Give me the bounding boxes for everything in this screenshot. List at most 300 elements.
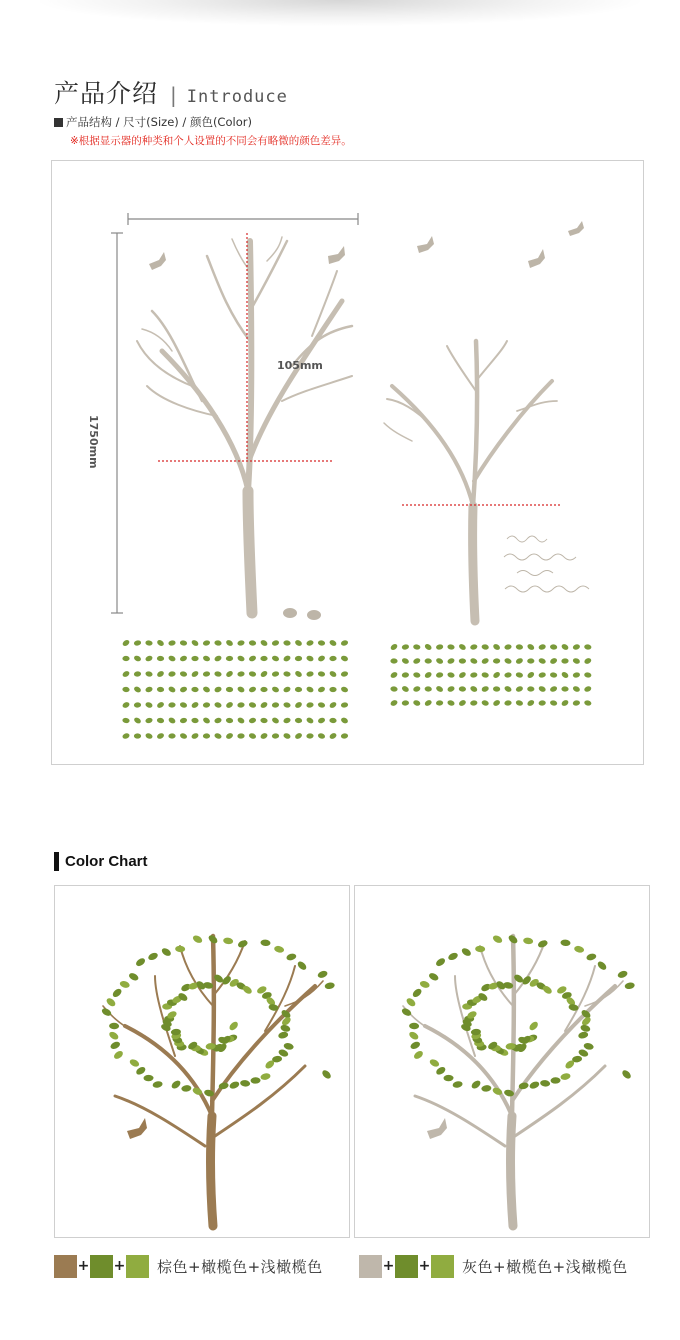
leaf-sticker bbox=[401, 657, 410, 665]
swatch-olive bbox=[90, 1255, 113, 1278]
leaf-sticker bbox=[340, 639, 348, 646]
leaf-sticker bbox=[271, 686, 280, 694]
leaf-sticker bbox=[248, 702, 256, 709]
leaf-sticker bbox=[413, 699, 422, 706]
tree-leaf bbox=[105, 997, 117, 1008]
leaf-sticker bbox=[424, 699, 433, 707]
tree-branch bbox=[511, 1116, 513, 1226]
tree-leaf bbox=[523, 937, 534, 945]
structure-line bbox=[54, 114, 252, 130]
leaf-sticker bbox=[329, 670, 338, 678]
leaf-sticker bbox=[329, 732, 338, 740]
leaf-sticker bbox=[436, 644, 444, 651]
leaf-sticker bbox=[424, 671, 433, 679]
tree-leaf bbox=[560, 939, 571, 946]
tree-leaf bbox=[160, 947, 172, 958]
leaf-sticker bbox=[561, 658, 568, 664]
leaf-sticker bbox=[527, 658, 534, 663]
leaf-sticker bbox=[470, 672, 478, 678]
tree-leaf bbox=[286, 953, 297, 962]
leaf-sticker-grid bbox=[122, 639, 593, 740]
swatch-brown bbox=[54, 1255, 77, 1278]
leaf-sticker bbox=[294, 670, 303, 678]
leaf-sticker bbox=[492, 699, 501, 707]
leaf-sticker bbox=[133, 655, 142, 663]
brown-tree-preview bbox=[54, 885, 350, 1238]
leaf-sticker bbox=[317, 655, 326, 663]
red-guide-lines bbox=[158, 233, 560, 505]
height-dimension-line bbox=[111, 233, 123, 613]
heading-bar-icon bbox=[54, 852, 59, 871]
structure-text: 产品结构 / 尺寸(Size) / 颜色(Color) bbox=[66, 115, 252, 129]
tree-leaf bbox=[409, 1023, 419, 1030]
leaf-sticker bbox=[202, 716, 211, 724]
leaf-sticker bbox=[283, 686, 292, 694]
leaf-sticker bbox=[318, 640, 326, 646]
leaf-sticker bbox=[306, 639, 314, 646]
tree-branch bbox=[512, 936, 514, 1116]
tree-leaf bbox=[586, 953, 597, 962]
tree-leaf bbox=[152, 1080, 163, 1088]
leaf-sticker bbox=[214, 732, 223, 739]
leaf-sticker bbox=[306, 717, 315, 725]
leaf-sticker bbox=[237, 702, 245, 708]
leaf-sticker bbox=[272, 702, 280, 708]
swatch-light-olive bbox=[126, 1255, 149, 1278]
tree-leaf bbox=[401, 1007, 413, 1017]
leaf-sticker bbox=[168, 733, 175, 738]
leaf-sticker bbox=[317, 717, 326, 724]
leaf-sticker bbox=[214, 701, 222, 708]
color-option-gray bbox=[359, 1254, 628, 1278]
leaf-sticker bbox=[329, 701, 338, 709]
tree-leaf bbox=[428, 972, 440, 982]
leaf-sticker bbox=[572, 657, 581, 664]
bird-icon bbox=[127, 1118, 147, 1139]
leaf-sticker bbox=[550, 644, 558, 650]
tree-leaf bbox=[181, 1085, 192, 1093]
leaf-sticker bbox=[237, 655, 246, 663]
leaf-sticker bbox=[340, 717, 349, 725]
leaf-sticker bbox=[145, 655, 154, 663]
tree-leaf bbox=[296, 960, 308, 972]
tree-leaf bbox=[135, 957, 147, 968]
leaf-sticker bbox=[237, 640, 245, 647]
leaf-sticker bbox=[294, 732, 303, 740]
leaf-sticker bbox=[191, 732, 200, 740]
tree-branch bbox=[212, 936, 214, 1116]
intro-separator: | bbox=[170, 83, 177, 107]
leaf-sticker bbox=[493, 686, 500, 692]
tree-leaf bbox=[109, 1040, 121, 1050]
color-notice: ※根据显示器的种类和个人设置的不同会有略微的颜色差异。 bbox=[70, 135, 352, 147]
tree-branch bbox=[415, 1096, 505, 1146]
leaf-sticker bbox=[390, 699, 399, 707]
leaf-sticker bbox=[504, 700, 512, 706]
leaf-sticker bbox=[549, 700, 557, 707]
leaf-sticker bbox=[504, 657, 513, 665]
leaf-sticker bbox=[260, 656, 267, 661]
leaf-sticker bbox=[583, 685, 592, 693]
tree-leaf bbox=[128, 972, 140, 982]
leaf-sticker bbox=[584, 644, 592, 650]
leaf-sticker bbox=[318, 671, 326, 677]
leaf-sticker bbox=[283, 702, 291, 709]
leaf-sticker bbox=[134, 733, 141, 738]
leaf-sticker bbox=[133, 640, 141, 647]
leaf-sticker bbox=[572, 685, 581, 693]
tree-leaf bbox=[324, 982, 335, 990]
leaf-sticker bbox=[260, 687, 267, 692]
leaf-sticker bbox=[583, 657, 592, 665]
leaf-sticker bbox=[191, 687, 199, 693]
leaf-sticker bbox=[237, 686, 246, 694]
leaf-sticker bbox=[168, 655, 177, 663]
leaf-sticker bbox=[122, 732, 131, 740]
leaf-sticker bbox=[515, 644, 523, 650]
leaf-sticker bbox=[271, 655, 280, 662]
leaf-sticker bbox=[458, 671, 467, 679]
leaf-sticker bbox=[340, 655, 349, 662]
leaf-sticker bbox=[283, 655, 292, 663]
leaf-sticker bbox=[538, 685, 547, 693]
leaf-sticker bbox=[168, 686, 177, 694]
tree-leaf bbox=[280, 1024, 291, 1033]
leaf-sticker bbox=[413, 644, 421, 650]
leaf-sticker bbox=[214, 640, 222, 646]
leaf-sticker bbox=[390, 671, 399, 679]
leaf-sticker bbox=[260, 701, 269, 709]
leaf-sticker bbox=[447, 699, 455, 706]
leaf-sticker bbox=[584, 700, 592, 707]
tree-leaf bbox=[452, 1080, 463, 1088]
leaf-sticker bbox=[168, 716, 177, 724]
tree-leaf bbox=[447, 951, 459, 961]
leaf-sticker bbox=[481, 672, 489, 679]
leaf-sticker bbox=[306, 655, 315, 662]
tree-leaf bbox=[411, 987, 423, 998]
leaf-sticker bbox=[122, 687, 130, 693]
tree-branch bbox=[115, 1096, 205, 1146]
leaf-sticker bbox=[550, 672, 558, 678]
leaf-sticker bbox=[156, 701, 165, 709]
leaf-sticker bbox=[340, 686, 349, 694]
leaf-sticker bbox=[248, 655, 257, 663]
tree-leaf bbox=[111, 987, 123, 998]
tree-leaf bbox=[419, 980, 430, 989]
bird-icon bbox=[427, 1118, 447, 1139]
tree-leaf bbox=[129, 1058, 141, 1068]
leaf-sticker bbox=[561, 699, 570, 707]
tree-leaf bbox=[470, 1079, 482, 1090]
leaf-sticker bbox=[122, 639, 131, 647]
leaf-sticker bbox=[237, 716, 246, 724]
leaf-sticker bbox=[481, 657, 490, 665]
leaf-sticker bbox=[214, 671, 222, 678]
leaf-sticker bbox=[492, 671, 501, 679]
small-bare-tree bbox=[384, 341, 557, 621]
leaf-sticker bbox=[469, 685, 478, 693]
tree-leaf bbox=[435, 957, 447, 968]
leaf-sticker bbox=[459, 658, 466, 663]
leaf-sticker bbox=[424, 686, 432, 692]
leaf-sticker bbox=[584, 672, 592, 678]
leaf-sticker bbox=[179, 655, 188, 663]
leaf-sticker bbox=[122, 670, 131, 678]
leaf-sticker bbox=[413, 672, 421, 679]
leaf-sticker bbox=[526, 643, 535, 651]
color-option-label: 灰色+橄榄色+浅橄榄色 bbox=[462, 1257, 628, 1276]
leaf-sticker bbox=[283, 717, 291, 724]
swatch-olive bbox=[395, 1255, 418, 1278]
leaf-sticker bbox=[572, 643, 580, 650]
leaf-sticker bbox=[515, 657, 524, 665]
tree-leaf bbox=[135, 1065, 147, 1076]
leaf-sticker bbox=[157, 717, 165, 723]
tree-leaf bbox=[250, 1077, 260, 1084]
tree-leaf bbox=[492, 934, 504, 945]
tree-leaf bbox=[119, 980, 130, 989]
leaf-sticker bbox=[341, 702, 349, 708]
tree-leaf bbox=[583, 1042, 594, 1050]
leaf-sticker bbox=[122, 656, 129, 661]
leaf-sticker bbox=[179, 686, 188, 693]
leaf-sticker bbox=[226, 717, 234, 723]
leaf-sticker bbox=[401, 644, 409, 651]
leaf-sticker bbox=[527, 686, 534, 691]
leaf-sticker bbox=[237, 733, 244, 739]
tree-leaf bbox=[573, 945, 584, 954]
color-chart-title: Color Chart bbox=[65, 853, 148, 870]
leaf-sticker bbox=[260, 718, 268, 724]
tree-leaf bbox=[260, 1072, 271, 1080]
leaf-sticker bbox=[133, 685, 142, 693]
leaf-sticker bbox=[538, 672, 546, 679]
leaf-sticker bbox=[526, 699, 535, 707]
swatch-light-olive bbox=[431, 1255, 454, 1278]
leaf-sticker bbox=[203, 702, 211, 708]
tree-leaf bbox=[409, 1040, 421, 1050]
tree-leaf bbox=[580, 1024, 591, 1033]
leaf-sticker bbox=[248, 717, 256, 724]
leaf-sticker bbox=[481, 644, 489, 650]
leaf-sticker bbox=[317, 702, 325, 709]
tree-leaf bbox=[529, 1080, 541, 1090]
leaf-sticker bbox=[249, 640, 257, 646]
leaf-sticker bbox=[214, 655, 223, 663]
leaf-sticker bbox=[561, 686, 568, 691]
leaf-sticker bbox=[191, 639, 200, 647]
leaf-sticker bbox=[272, 733, 280, 739]
leaf-sticker bbox=[237, 671, 245, 677]
tree-leaf bbox=[460, 947, 472, 958]
tree-leaf bbox=[317, 970, 329, 979]
leaf-sticker bbox=[179, 701, 187, 708]
width-label: 105mm bbox=[277, 359, 323, 372]
swatch-gray bbox=[359, 1255, 382, 1278]
leaf-sticker bbox=[145, 671, 153, 678]
leaf-sticker bbox=[283, 640, 291, 646]
intro-title-en: Introduce bbox=[186, 87, 288, 107]
leaf-sticker bbox=[447, 685, 456, 692]
color-chart-heading bbox=[54, 852, 148, 871]
leaf-sticker bbox=[133, 716, 142, 724]
leaf-sticker bbox=[226, 656, 233, 661]
leaf-sticker bbox=[549, 657, 558, 665]
leaf-sticker bbox=[425, 658, 432, 663]
leaf-sticker bbox=[459, 686, 467, 692]
tree-leaf bbox=[435, 1065, 447, 1076]
leaf-sticker bbox=[226, 687, 233, 693]
leaf-sticker bbox=[157, 656, 164, 661]
leaf-sticker bbox=[469, 657, 478, 665]
leaf-sticker bbox=[122, 701, 131, 709]
plus-sign: + bbox=[77, 1258, 90, 1274]
leaf-sticker bbox=[340, 671, 348, 678]
tree-leaf bbox=[578, 1031, 589, 1040]
leaf-sticker bbox=[295, 656, 302, 662]
leaf-sticker bbox=[561, 643, 570, 651]
leaf-sticker bbox=[572, 700, 580, 706]
leaf-sticker bbox=[157, 687, 165, 693]
leaf-sticker bbox=[203, 733, 210, 738]
tree-leaf bbox=[260, 939, 271, 946]
leaf-sticker bbox=[271, 671, 279, 678]
leaf-sticker bbox=[481, 685, 490, 692]
leaf-sticker bbox=[447, 644, 455, 650]
leaf-sticker bbox=[168, 640, 176, 647]
leaf-sticker bbox=[481, 699, 489, 706]
tree-leaf bbox=[560, 1072, 571, 1080]
square-bullet-icon bbox=[54, 118, 63, 127]
color-option-label: 棕色+橄榄色+浅橄榄色 bbox=[157, 1257, 323, 1276]
gray-tree-preview bbox=[354, 885, 650, 1238]
leaf-sticker bbox=[260, 639, 269, 647]
tree-leaf bbox=[528, 1020, 540, 1032]
leaf-sticker bbox=[225, 639, 234, 647]
tree-leaf bbox=[540, 1079, 551, 1087]
leaf-sticker bbox=[413, 685, 421, 692]
leaf-sticker bbox=[447, 657, 456, 665]
tree-leaf bbox=[223, 937, 234, 945]
tree-leaf bbox=[624, 982, 635, 990]
cursive-quote-decal bbox=[504, 536, 589, 592]
leaf-sticker bbox=[214, 686, 223, 693]
leaf-sticker bbox=[515, 672, 523, 679]
height-label: 1750mm bbox=[87, 415, 100, 469]
leaf-sticker bbox=[549, 685, 558, 693]
top-shadow bbox=[40, 0, 640, 26]
leaf-sticker bbox=[295, 687, 302, 692]
leaf-sticker bbox=[191, 717, 199, 723]
leaf-sticker bbox=[390, 643, 399, 651]
leaf-sticker bbox=[271, 716, 280, 724]
leaf-sticker bbox=[390, 658, 397, 663]
intro-title-cn: 产品介绍 bbox=[54, 79, 159, 108]
leaf-sticker bbox=[248, 686, 257, 693]
tree-leaf bbox=[429, 1058, 441, 1068]
leaf-sticker bbox=[329, 718, 337, 724]
width-dimension-line bbox=[128, 213, 358, 225]
tree-branch bbox=[211, 1116, 213, 1226]
leaf-sticker bbox=[260, 670, 269, 678]
leaf-sticker bbox=[435, 657, 444, 665]
leaf-sticker bbox=[329, 639, 338, 647]
tree-leaf bbox=[550, 1077, 560, 1084]
intro-heading bbox=[54, 74, 288, 108]
tree-leaf bbox=[617, 970, 629, 979]
large-bare-tree bbox=[137, 237, 352, 613]
tree-leaf bbox=[443, 1075, 453, 1082]
leaf-sticker bbox=[202, 686, 211, 694]
leaf-sticker bbox=[179, 671, 187, 678]
leaf-sticker bbox=[306, 733, 314, 739]
tree-leaf bbox=[113, 1049, 125, 1060]
leaf-sticker bbox=[492, 643, 501, 651]
leaf-sticker bbox=[526, 671, 535, 679]
leaf-sticker bbox=[225, 670, 234, 678]
leaf-sticker bbox=[145, 701, 154, 708]
leaf-sticker bbox=[191, 670, 200, 678]
tree-leaf bbox=[175, 946, 185, 953]
tree-leaf bbox=[108, 1030, 120, 1041]
leaf-sticker bbox=[447, 672, 455, 679]
leaf-sticker bbox=[156, 670, 165, 678]
leaf-sticker bbox=[317, 686, 326, 694]
leaf-sticker bbox=[435, 685, 444, 693]
leaf-sticker bbox=[493, 658, 500, 663]
leaf-sticker bbox=[515, 700, 523, 707]
leaf-sticker bbox=[294, 639, 303, 647]
product-spec-image bbox=[51, 160, 644, 765]
leaf-sticker bbox=[134, 671, 142, 677]
leaf-sticker bbox=[504, 685, 513, 693]
tree-leaf bbox=[475, 946, 485, 953]
tree-leaf bbox=[621, 1069, 633, 1081]
leaf-sticker bbox=[538, 657, 547, 664]
tree-leaf bbox=[147, 951, 159, 961]
leaf-sticker bbox=[401, 672, 409, 678]
tree-leaf bbox=[228, 1020, 240, 1032]
leaf-sticker bbox=[436, 700, 444, 706]
leaf-sticker bbox=[306, 702, 314, 708]
tree-leaf bbox=[278, 1031, 289, 1040]
tree-leaf bbox=[596, 960, 608, 972]
tree-leaf bbox=[283, 1042, 294, 1050]
leaf-sticker bbox=[538, 700, 546, 706]
leaf-sticker bbox=[470, 644, 478, 651]
leaf-sticker bbox=[341, 733, 349, 739]
leaf-sticker bbox=[504, 644, 512, 651]
plus-sign: + bbox=[113, 1258, 126, 1274]
leaf-sticker bbox=[470, 700, 478, 706]
tree-leaf bbox=[109, 1023, 119, 1030]
leaf-sticker bbox=[561, 671, 570, 679]
leaf-sticker bbox=[401, 685, 410, 693]
leaf-sticker bbox=[283, 671, 291, 677]
tree-leaf bbox=[170, 1079, 182, 1090]
leaf-sticker bbox=[538, 644, 546, 651]
tree-leaf bbox=[101, 1007, 113, 1017]
leaf-sticker bbox=[225, 732, 234, 740]
leaf-sticker bbox=[156, 639, 165, 647]
leaf-sticker bbox=[179, 717, 187, 724]
leaf-sticker bbox=[436, 672, 444, 678]
leaf-sticker bbox=[202, 640, 210, 647]
leaf-sticker bbox=[156, 732, 165, 740]
leaf-sticker bbox=[214, 717, 222, 724]
leaf-sticker bbox=[145, 717, 153, 724]
